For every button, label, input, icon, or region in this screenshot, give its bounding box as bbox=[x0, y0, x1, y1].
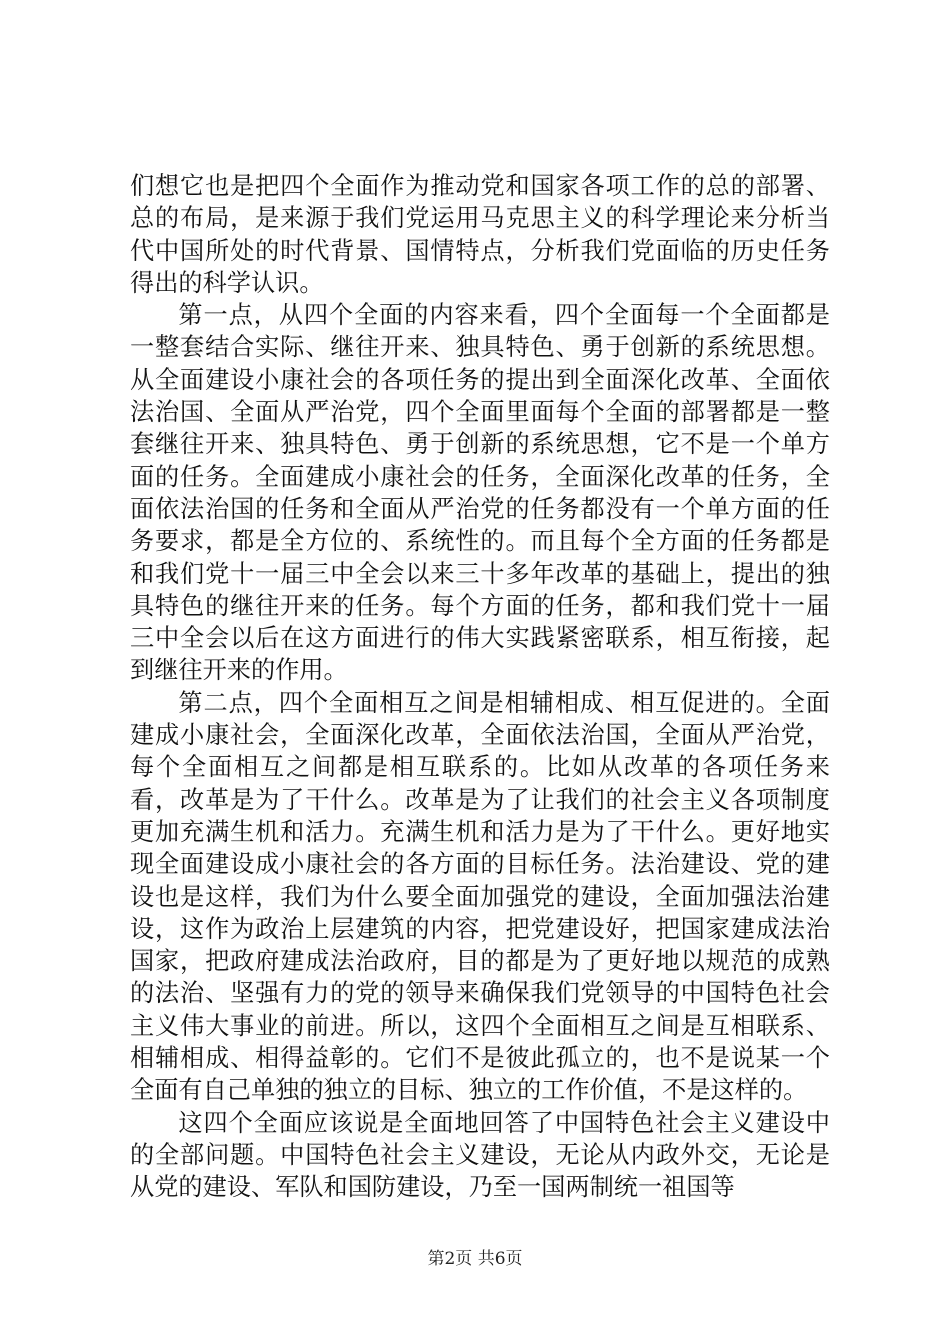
paragraph-four-comprehensives: 这四个全面应该说是全面地回答了中国特色社会主义建设中的全部问题。中国特色社会主义建设，无论从内政外交，无论是从党的建设、军队和国防建设，乃至一国两制统一祖国等 bbox=[130, 1108, 830, 1202]
paragraph-continuation: 们想它也是把四个全面作为推动党和国家各项工作的总的部署、总的布局，是来源于我们党运用马克思主义的科学理论来分析当代中国所处的时代背景、国情特点，分析我们党面临的历史任务得出的科学认识。 bbox=[130, 172, 830, 297]
paragraph-second-point: 第二点，四个全面相互之间是相辅相成、相互促进的。全面建成小康社会，全面深化改革，全面依法治国，全面从严治党，每个全面相互之间都是相互联系的。比如从改革的各项任务来看，改革是为了干什么。改革是为了让我们的社会主义各项制度更加充满生机和活力。充满生机和活力是为了干什么。更好地实现全面建设成小康社会的各方面的目标任务。法治建设、党的建设也是这样，我们为什么要全面加强党的建设，全面加强法治建设，这作为政治上层建筑的内容，把党建设好，把国家建成法治国家，把政府建成法治政府，目的都是为了更好地以规范的成熟的法治、坚强有力的党的领导来确保我们党领导的中国特色社会主义伟大事业的前进。所以，这四个全面相互之间是互相联系、相辅相成、相得益彰的。它们不是彼此孤立的，也不是说某一个全面有自己单独的独立的目标、独立的工作价值，不是这样的。 bbox=[130, 688, 830, 1105]
paragraph-first-point: 第一点，从四个全面的内容来看，四个全面每一个全面都是一整套结合实际、继往开来、独具特色、勇于创新的系统思想。从全面建设小康社会的各项任务的提出到全面深化改革、全面依法治国、全面从严治党，四个全面里面每个全面的部署都是一整套继往开来、独具特色、勇于创新的系统思想，它不是一个单方面的任务。全面建成小康社会的任务，全面深化改革的任务，全面依法治国的任务和全面从严治党的任务都没有一个单方面的任务要求，都是全方位的、系统性的。而且每个全方面的任务都是和我们党十一届三中全会以来三十多年改革的基础上，提出的独具特色的继往开来的任务。每个方面的任务，都和我们党十一届三中全会以后在这方面进行的伟大实践紧密联系，相互衔接，起到继往开来的作用。 bbox=[130, 301, 830, 685]
page-footer: 第2页 共6页 bbox=[427, 1249, 523, 1269]
body-text bbox=[130, 170, 830, 1204]
